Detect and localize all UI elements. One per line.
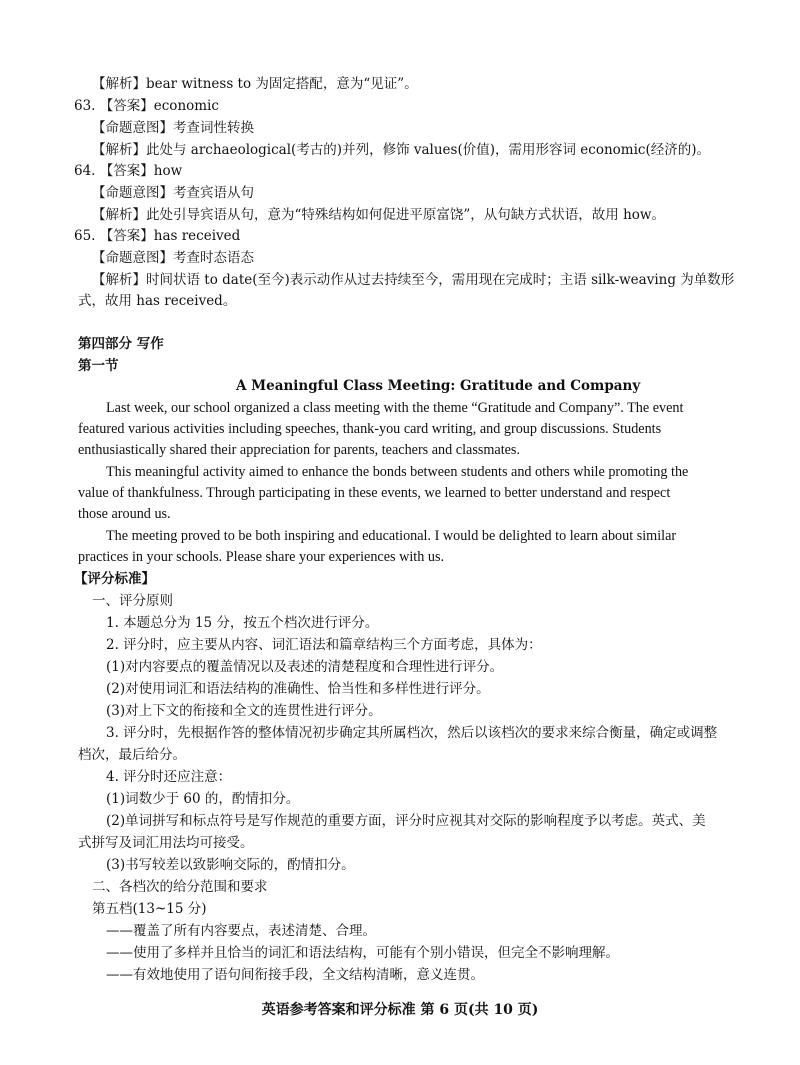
essay-p2-line1: This meaningful activity aimed to enhance the bonds between students and others while promoting the	[106, 464, 689, 480]
q64-answer: 64. 【答案】how	[74, 163, 183, 179]
scoring-rule-2-2: (2)对使用词汇和语法结构的准确性、恰当性和多样性进行评分。	[106, 681, 490, 697]
essay-p1-line2: featured various activities including speeches, thank-you card writing, and group discussions. Students	[78, 421, 662, 437]
q64-intent: 【命题意图】考查宾语从句	[92, 185, 254, 201]
scoring-rule-4: 4. 评分时还应注意：	[106, 769, 232, 785]
scoring-rule-1: 1. 本题总分为 15 分，按五个档次进行评分。	[106, 615, 379, 631]
q63-answer: 63. 【答案】economic	[74, 98, 219, 114]
level5-item-3: ——有效地使用了语句间衔接手段，全文结构清晰，意义连贯。	[106, 967, 484, 983]
q65-analysis-line1: 【解析】时间状语 to date(至今)表示动作从过去持续至今，需用现在完成时；主语 silk-weaving 为单数形	[92, 272, 735, 288]
scoring-rule-2-1: (1)对内容要点的覆盖情况以及表述的清楚程度和合理性进行评分。	[106, 659, 504, 675]
scoring-rule-4-2-line2: 式拼写及词汇用法均可接受。	[78, 835, 254, 851]
q65-intent: 【命题意图】考查时态语态	[92, 250, 254, 266]
essay-title: A Meaningful Class Meeting: Gratitude and Company	[236, 378, 641, 394]
section-heading: 第一节	[78, 358, 119, 374]
q63-analysis: 【解析】此处与 archaeological(考古的)并列，修饰 values(价值)，需用形容词 economic(经济的)。	[92, 142, 711, 158]
essay-p2-line2: value of thankfulness. Through participating in these events, we learned to better understand and respect	[78, 485, 671, 501]
scoring-rule-3-line2: 档次，最后给分。	[78, 747, 186, 763]
scoring-rule-3-line1: 3. 评分时，先根据作答的整体情况初步确定其所属档次，然后以该档次的要求来综合衡量，确定或调整	[106, 725, 718, 741]
page-footer: 英语参考答案和评分标准 第 6 页(共 10 页)	[261, 1002, 539, 1018]
essay-p1-line1: Last week, our school organized a class meeting with the theme “Gratitude and Company”. The event	[106, 400, 684, 416]
scoring-rule-4-2-line1: (2)单词拼写和标点符号是写作规范的重要方面，评分时应视其对交际的影响程度予以考虑。英式、美	[106, 813, 706, 829]
essay-p3-line1: The meeting proved to be both inspiring and educational. I would be delighted to learn about similar	[106, 528, 677, 544]
essay-p3-line2: practices in your schools. Please share your experiences with us.	[78, 549, 445, 565]
essay-p1-line3: enthusiastically shared their appreciation for parents, teachers and classmates.	[78, 442, 521, 458]
scoring-rule-2-3: (3)对上下文的衔接和全文的连贯性进行评分。	[106, 703, 382, 719]
q65-answer: 65. 【答案】has received	[74, 228, 241, 244]
part-heading: 第四部分 写作	[78, 336, 164, 352]
essay-p2-line3: those around us.	[78, 506, 171, 522]
q63-intent: 【命题意图】考查词性转换	[92, 120, 254, 136]
q65-analysis-line2: 式，故用 has received。	[78, 293, 237, 309]
scoring-heading: 【评分标准】	[74, 571, 155, 587]
ranges-heading: 二、各档次的给分范围和要求	[92, 879, 268, 895]
principles-heading: 一、评分原则	[92, 593, 173, 609]
level5-item-1: ——覆盖了所有内容要点，表述清楚、合理。	[106, 923, 376, 939]
q62-analysis: 【解析】bear witness to 为固定搭配，意为“见证”。	[92, 76, 418, 92]
scoring-rule-4-3: (3)书写较差以致影响交际的，酌情扣分。	[106, 857, 355, 873]
scoring-rule-2: 2. 评分时，应主要从内容、词汇语法和篇章结构三个方面考虑，具体为：	[106, 637, 542, 653]
level5-heading: 第五档(13~15 分)	[92, 901, 207, 917]
scoring-rule-4-1: (1)词数少于 60 的，酌情扣分。	[106, 791, 300, 807]
level5-item-2: ——使用了多样并且恰当的词汇和语法结构，可能有个别小错误，但完全不影响理解。	[106, 945, 619, 961]
q64-analysis: 【解析】此处引导宾语从句，意为“特殊结构如何促进平原富饶”，从句缺方式状语，故用 how。	[92, 207, 665, 223]
